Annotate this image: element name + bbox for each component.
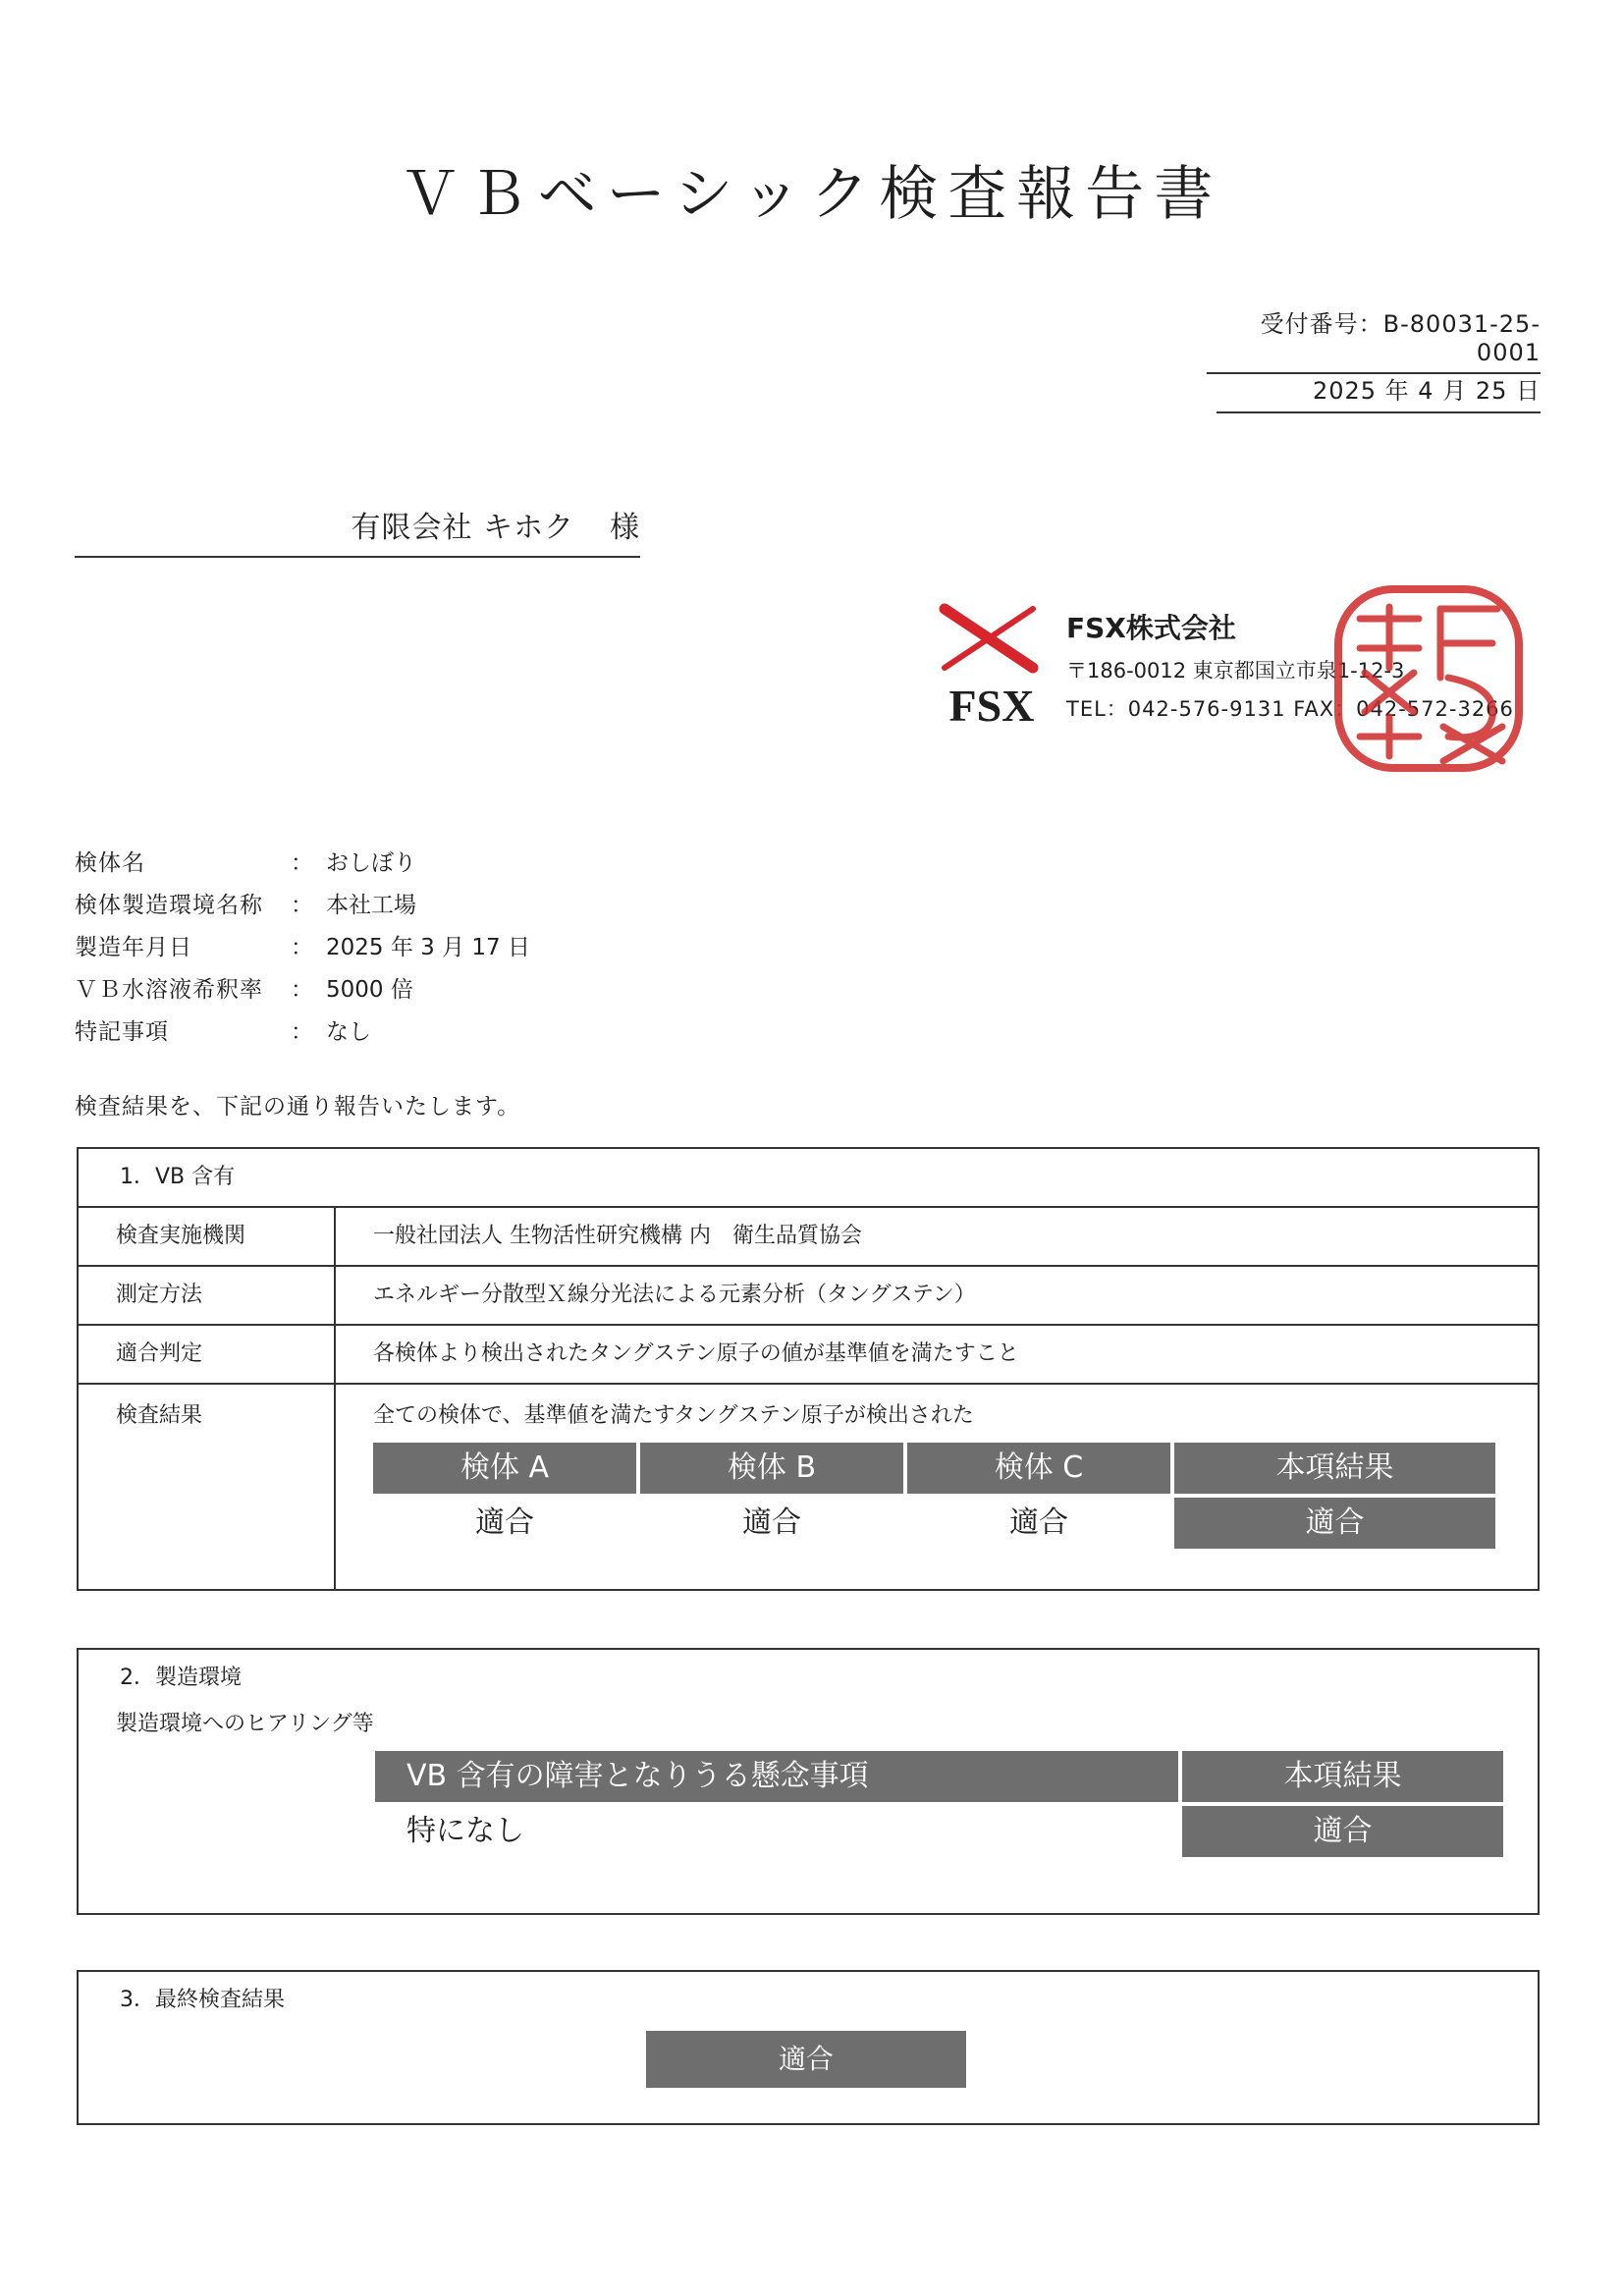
info-value: 本社工場 [326,893,416,918]
row-value: 全ての検体で、基準値を満たすタングステン原子が検出された [373,1403,974,1428]
row-criteria [79,1326,1538,1385]
recipient-name: 有限会社 キホク [351,511,574,545]
results-value-a: 適合 [373,1498,636,1549]
info-row-manufacture-date [75,929,530,964]
info-row-environment [75,887,416,922]
info-row-dilution [75,971,413,1007]
row-testing-institution [79,1208,1538,1267]
fsx-logo-text: FSX [948,681,1035,729]
info-colon: ： [291,977,313,1003]
row-test-result [79,1385,1538,1591]
info-colon: ： [291,935,313,960]
row-value: 一般社団法人 生物活性研究機構 内 衛生品質協会 [373,1224,862,1248]
env-result-value: 適合 [1182,1806,1503,1857]
results-header-c: 検体 C [907,1443,1170,1494]
report-title: ＶＢベーシック検査報告書 [400,160,1223,229]
row-label: 検査結果 [79,1385,336,1591]
final-result-value: 適合 [646,2031,966,2088]
row-label: 検査実施機関 [79,1208,336,1265]
company-phone: TEL：042-576-9131 FAX：042-572-3266 [1066,697,1514,721]
recipient [75,503,640,558]
info-colon: ： [291,1019,313,1045]
fsx-logo-icon [931,601,1058,729]
info-row-specimen-name [75,845,416,880]
info-label: 検体製造環境名称 [75,893,263,918]
row-label: 適合判定 [79,1326,336,1383]
company-seal-icon [1330,579,1527,776]
results-value-b: 適合 [640,1498,903,1549]
concern-value: 特になし [406,1814,524,1848]
section-vb-content [77,1147,1540,1591]
results-header-b: 検体 B [640,1443,903,1494]
row-label: 測定方法 [79,1267,336,1324]
row-result-body [336,1385,1538,1591]
info-label: ＶＢ水溶液希釈率 [75,977,263,1003]
company-name: FSX株式会社 [1066,612,1236,644]
info-colon: ： [291,893,313,918]
issue-date: 2025 年 4 月 25 日 [1217,371,1541,413]
info-row-notes [75,1013,371,1049]
results-header-overall: 本項結果 [1174,1443,1495,1494]
info-label: 特記事項 [75,1019,169,1045]
company-address: 〒186-0012 東京都国立市泉1-12-3 [1066,659,1405,683]
intro-text: 検査結果を、下記の通り報告いたします。 [75,1094,521,1120]
section-subheading: 製造環境へのヒアリング等 [116,1712,374,1736]
concern-header: VB 含有の障害となりうる懸念事項 [375,1751,1178,1802]
info-label: 製造年月日 [75,935,192,960]
info-value: 5000 倍 [326,977,413,1003]
section-heading: 2．製造環境 [120,1666,242,1690]
row-method [79,1267,1538,1326]
info-label: 検体名 [75,850,145,876]
results-value-overall: 適合 [1174,1498,1495,1549]
row-value: 各検体より検出されたタングステン原子の値が基準値を満たすこと [373,1341,1019,1366]
info-value: なし [326,1019,371,1045]
info-colon: ： [291,850,313,876]
receipt-number: 受付番号：B-80031-25-0001 [1207,304,1541,374]
info-value: おしぼり [326,850,416,876]
section-heading: 3．最終検査結果 [120,1988,285,2012]
section-heading: 1．VB 含有 [79,1149,1538,1208]
row-value: エネルギー分散型Ｘ線分光法による元素分析（タングステン） [373,1283,976,1307]
environment-table [375,1751,1538,1857]
recipient-honorific: 様 [610,511,640,545]
results-header-a: 検体 A [373,1443,636,1494]
info-value: 2025 年 3 月 17 日 [326,935,530,960]
results-value-c: 適合 [907,1498,1170,1549]
results-table [373,1443,1538,1549]
section-manufacturing-environment [77,1648,1540,1915]
section-final-result [77,1970,1540,2125]
env-result-header: 本項結果 [1182,1751,1503,1802]
